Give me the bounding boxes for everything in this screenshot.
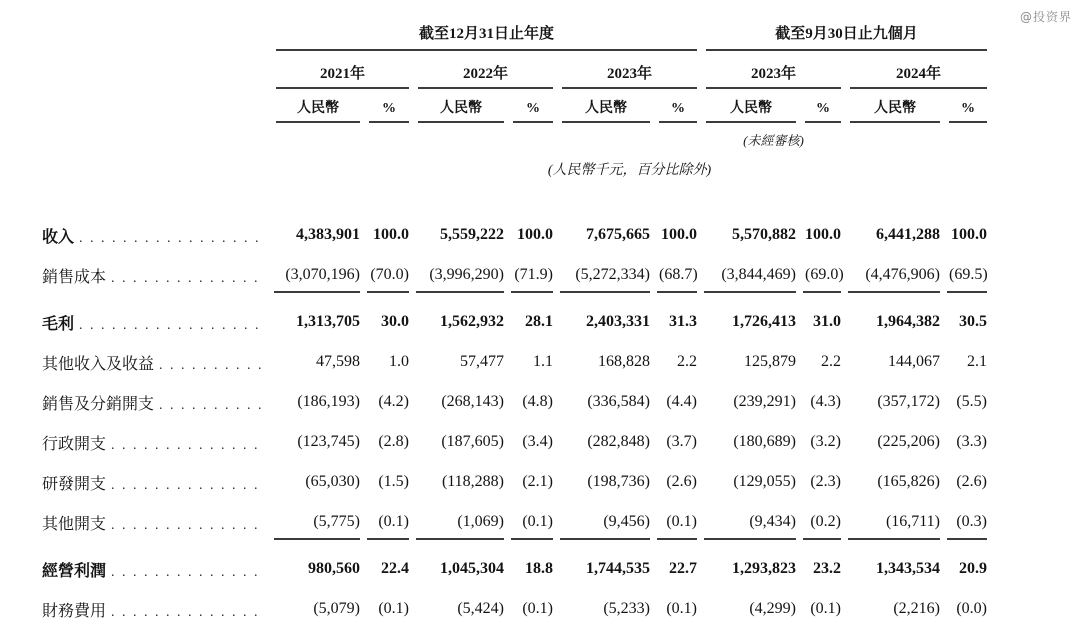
row-label-text: 其他開支 <box>42 515 107 533</box>
row-label-text: 行政開支 <box>42 435 107 453</box>
units-note-row <box>42 156 1080 179</box>
subheader-currency: 人民幣 <box>276 97 360 123</box>
row-label <box>42 598 267 619</box>
cell-amount: (129,055) <box>733 473 796 490</box>
cell-amount: 4,383,901 <box>296 226 360 243</box>
cell-amount: (3,844,469) <box>706 266 796 284</box>
cell-percent: 2.1 <box>967 353 987 370</box>
year-header-2024-9m: 2024年 <box>850 62 987 89</box>
cell-percent: 100.0 <box>517 226 553 243</box>
row-label <box>42 511 267 534</box>
year-header-2021: 2021年 <box>276 62 409 89</box>
cell-percent: (0.0) <box>956 600 987 617</box>
table-row <box>42 342 1080 382</box>
row-label-text: 毛利 <box>42 315 75 333</box>
year-header-2022: 2022年 <box>418 62 553 89</box>
dot-leader <box>79 316 265 334</box>
table-row <box>42 549 1080 589</box>
cell-percent: (4.8) <box>522 393 553 410</box>
row-label <box>42 311 267 334</box>
dot-leader <box>111 476 265 494</box>
table-row <box>42 589 1080 619</box>
dot-leader <box>159 356 265 374</box>
cell-amount: 7,675,665 <box>586 226 650 243</box>
cell-percent: (2.6) <box>666 473 697 490</box>
cell-amount: (5,233) <box>603 600 650 617</box>
cell-percent: 31.0 <box>813 313 841 330</box>
cell-amount: (5,079) <box>313 600 360 617</box>
subheader-currency: 人民幣 <box>418 97 504 123</box>
subheader-percent: % <box>949 101 987 123</box>
cell-percent: 30.0 <box>381 313 409 330</box>
cell-amount: 144,067 <box>888 353 940 370</box>
units-note: (人民幣千元，百分比除外) <box>547 163 712 178</box>
cell-amount: (198,736) <box>587 473 650 490</box>
cell-amount: (3,996,290) <box>418 266 504 284</box>
cell-percent: 18.8 <box>525 560 553 577</box>
cell-percent: 100.0 <box>661 226 697 243</box>
cell-percent: (0.1) <box>369 513 409 531</box>
cell-amount: (186,193) <box>297 393 360 410</box>
cell-amount: (225,206) <box>877 433 940 450</box>
cell-amount: (4,299) <box>749 600 796 617</box>
cell-percent: (0.3) <box>949 513 987 531</box>
subheader-row <box>42 97 1080 123</box>
cell-percent: (5.5) <box>956 393 987 410</box>
year-header-2023: 2023年 <box>562 62 697 89</box>
cell-amount: (187,605) <box>441 433 504 450</box>
cell-amount: 6,441,288 <box>876 226 940 243</box>
table-row <box>42 502 1080 542</box>
cell-amount: 980,560 <box>308 560 360 577</box>
cell-percent: (4.3) <box>810 393 841 410</box>
table-row <box>42 302 1080 342</box>
row-label <box>42 471 267 494</box>
cell-percent: 23.2 <box>813 560 841 577</box>
cell-percent: (2.6) <box>956 473 987 490</box>
cell-amount: (282,848) <box>587 433 650 450</box>
row-label-text: 其他收入及收益 <box>42 355 155 373</box>
cell-amount: (5,775) <box>276 513 360 531</box>
dot-leader <box>159 396 265 414</box>
row-label-text: 經營利潤 <box>42 562 107 580</box>
dot-leader <box>111 516 265 534</box>
cell-percent: 28.1 <box>525 313 553 330</box>
row-label-text: 收入 <box>42 228 75 246</box>
cell-percent: (0.1) <box>378 600 409 617</box>
cell-percent: (71.9) <box>514 266 553 283</box>
cell-amount: (65,030) <box>305 473 360 490</box>
cell-percent: 20.9 <box>959 560 987 577</box>
cell-percent: 100.0 <box>951 226 987 243</box>
cell-percent: 30.5 <box>959 313 987 330</box>
cell-percent: 2.2 <box>677 353 697 370</box>
cell-percent: (68.7) <box>659 266 698 283</box>
dot-leader <box>111 436 265 454</box>
year-header-row <box>42 62 1080 89</box>
cell-percent: (2.1) <box>522 473 553 490</box>
cell-amount: (118,288) <box>441 473 504 490</box>
cell-percent: (0.1) <box>513 513 553 531</box>
row-label <box>42 558 267 581</box>
cell-percent: (2.3) <box>810 473 841 490</box>
row-label <box>42 431 267 454</box>
cell-amount: 5,559,222 <box>440 226 504 243</box>
dot-leader <box>79 229 265 247</box>
cell-percent: (3.3) <box>956 433 987 450</box>
cell-amount: (3,070,196) <box>276 266 360 284</box>
row-label <box>42 351 267 374</box>
cell-amount: (239,291) <box>733 393 796 410</box>
dot-leader <box>111 563 265 581</box>
period-group-annual: 截至12月31日止年度 <box>276 22 697 51</box>
cell-percent: (3.4) <box>522 433 553 450</box>
cell-percent: 22.4 <box>381 560 409 577</box>
cell-amount: 2,403,331 <box>586 313 650 330</box>
cell-amount: 1,744,535 <box>586 560 650 577</box>
cell-amount: (5,272,334) <box>562 266 650 284</box>
cell-percent: (1.5) <box>378 473 409 490</box>
dot-leader <box>111 269 265 287</box>
table-row <box>42 255 1080 295</box>
subheader-percent: % <box>659 101 697 123</box>
cell-amount: (180,689) <box>733 433 796 450</box>
cell-amount: 47,598 <box>316 353 360 370</box>
cell-amount: (2,216) <box>893 600 940 617</box>
cell-percent: 100.0 <box>805 226 841 243</box>
cell-amount: (9,456) <box>562 513 650 531</box>
cell-percent: (0.1) <box>659 513 697 531</box>
row-label <box>42 264 267 287</box>
cell-percent: (69.0) <box>805 266 844 283</box>
cell-percent: 31.3 <box>669 313 697 330</box>
subheader-currency: 人民幣 <box>850 97 940 123</box>
cell-amount: (268,143) <box>441 393 504 410</box>
cell-amount: (336,584) <box>587 393 650 410</box>
cell-amount: 1,964,382 <box>876 313 940 330</box>
watermark: @投资界 <box>1019 10 1072 24</box>
financial-table <box>42 22 1080 619</box>
cell-percent: 100.0 <box>373 226 409 243</box>
cell-amount: 125,879 <box>744 353 796 370</box>
cell-amount: (123,745) <box>297 433 360 450</box>
row-label <box>42 391 267 414</box>
table-row <box>42 422 1080 462</box>
cell-percent: (0.2) <box>805 513 841 531</box>
cell-amount: (16,711) <box>850 513 940 531</box>
cell-percent: (70.0) <box>370 266 409 283</box>
row-label-text: 研發開支 <box>42 475 107 493</box>
cell-amount: (4,476,906) <box>850 266 940 284</box>
cell-amount: 1,313,705 <box>296 313 360 330</box>
cell-amount: 1,726,413 <box>732 313 796 330</box>
cell-percent: (0.1) <box>810 600 841 617</box>
cell-amount: 1,562,932 <box>440 313 504 330</box>
cell-percent: 22.7 <box>669 560 697 577</box>
cell-amount: (5,424) <box>457 600 504 617</box>
subheader-percent: % <box>513 101 553 123</box>
table-row <box>42 382 1080 422</box>
row-label <box>42 224 267 247</box>
row-label-text: 銷售及分銷開支 <box>42 395 155 413</box>
cell-percent: 1.1 <box>533 353 553 370</box>
row-label-text: 銷售成本 <box>42 268 107 286</box>
period-group-row <box>42 22 1080 51</box>
cell-amount: (357,172) <box>877 393 940 410</box>
subheader-percent: % <box>369 101 409 123</box>
cell-amount: 5,570,882 <box>732 226 796 243</box>
cell-percent: 1.0 <box>389 353 409 370</box>
subheader-currency: 人民幣 <box>562 97 650 123</box>
cell-amount: (9,434) <box>706 513 796 531</box>
cell-percent: 2.2 <box>821 353 841 370</box>
table-row <box>42 215 1080 255</box>
cell-amount: 1,343,534 <box>876 560 940 577</box>
cell-percent: (4.4) <box>666 393 697 410</box>
subheader-currency: 人民幣 <box>706 97 796 123</box>
year-header-2023-9m: 2023年 <box>706 62 841 89</box>
period-group-nine-months: 截至9月30日止九個月 <box>706 22 987 51</box>
cell-percent: (4.2) <box>378 393 409 410</box>
subheader-percent: % <box>805 101 841 123</box>
unaudited-note-row <box>42 130 1080 149</box>
table-row <box>42 462 1080 502</box>
cell-percent: (0.1) <box>666 600 697 617</box>
cell-amount: 168,828 <box>598 353 650 370</box>
cell-amount: (165,826) <box>877 473 940 490</box>
cell-percent: (69.5) <box>949 266 988 283</box>
cell-percent: (0.1) <box>522 600 553 617</box>
cell-amount: 57,477 <box>460 353 504 370</box>
cell-percent: (3.2) <box>810 433 841 450</box>
dot-leader <box>111 603 265 619</box>
cell-percent: (2.8) <box>378 433 409 450</box>
cell-amount: 1,045,304 <box>440 560 504 577</box>
row-label-text: 財務費用 <box>42 602 107 619</box>
cell-percent: (3.7) <box>666 433 697 450</box>
unaudited-note: (未經審核) <box>743 133 804 148</box>
cell-amount: (1,069) <box>418 513 504 531</box>
table-body <box>42 215 1080 619</box>
cell-amount: 1,293,823 <box>732 560 796 577</box>
